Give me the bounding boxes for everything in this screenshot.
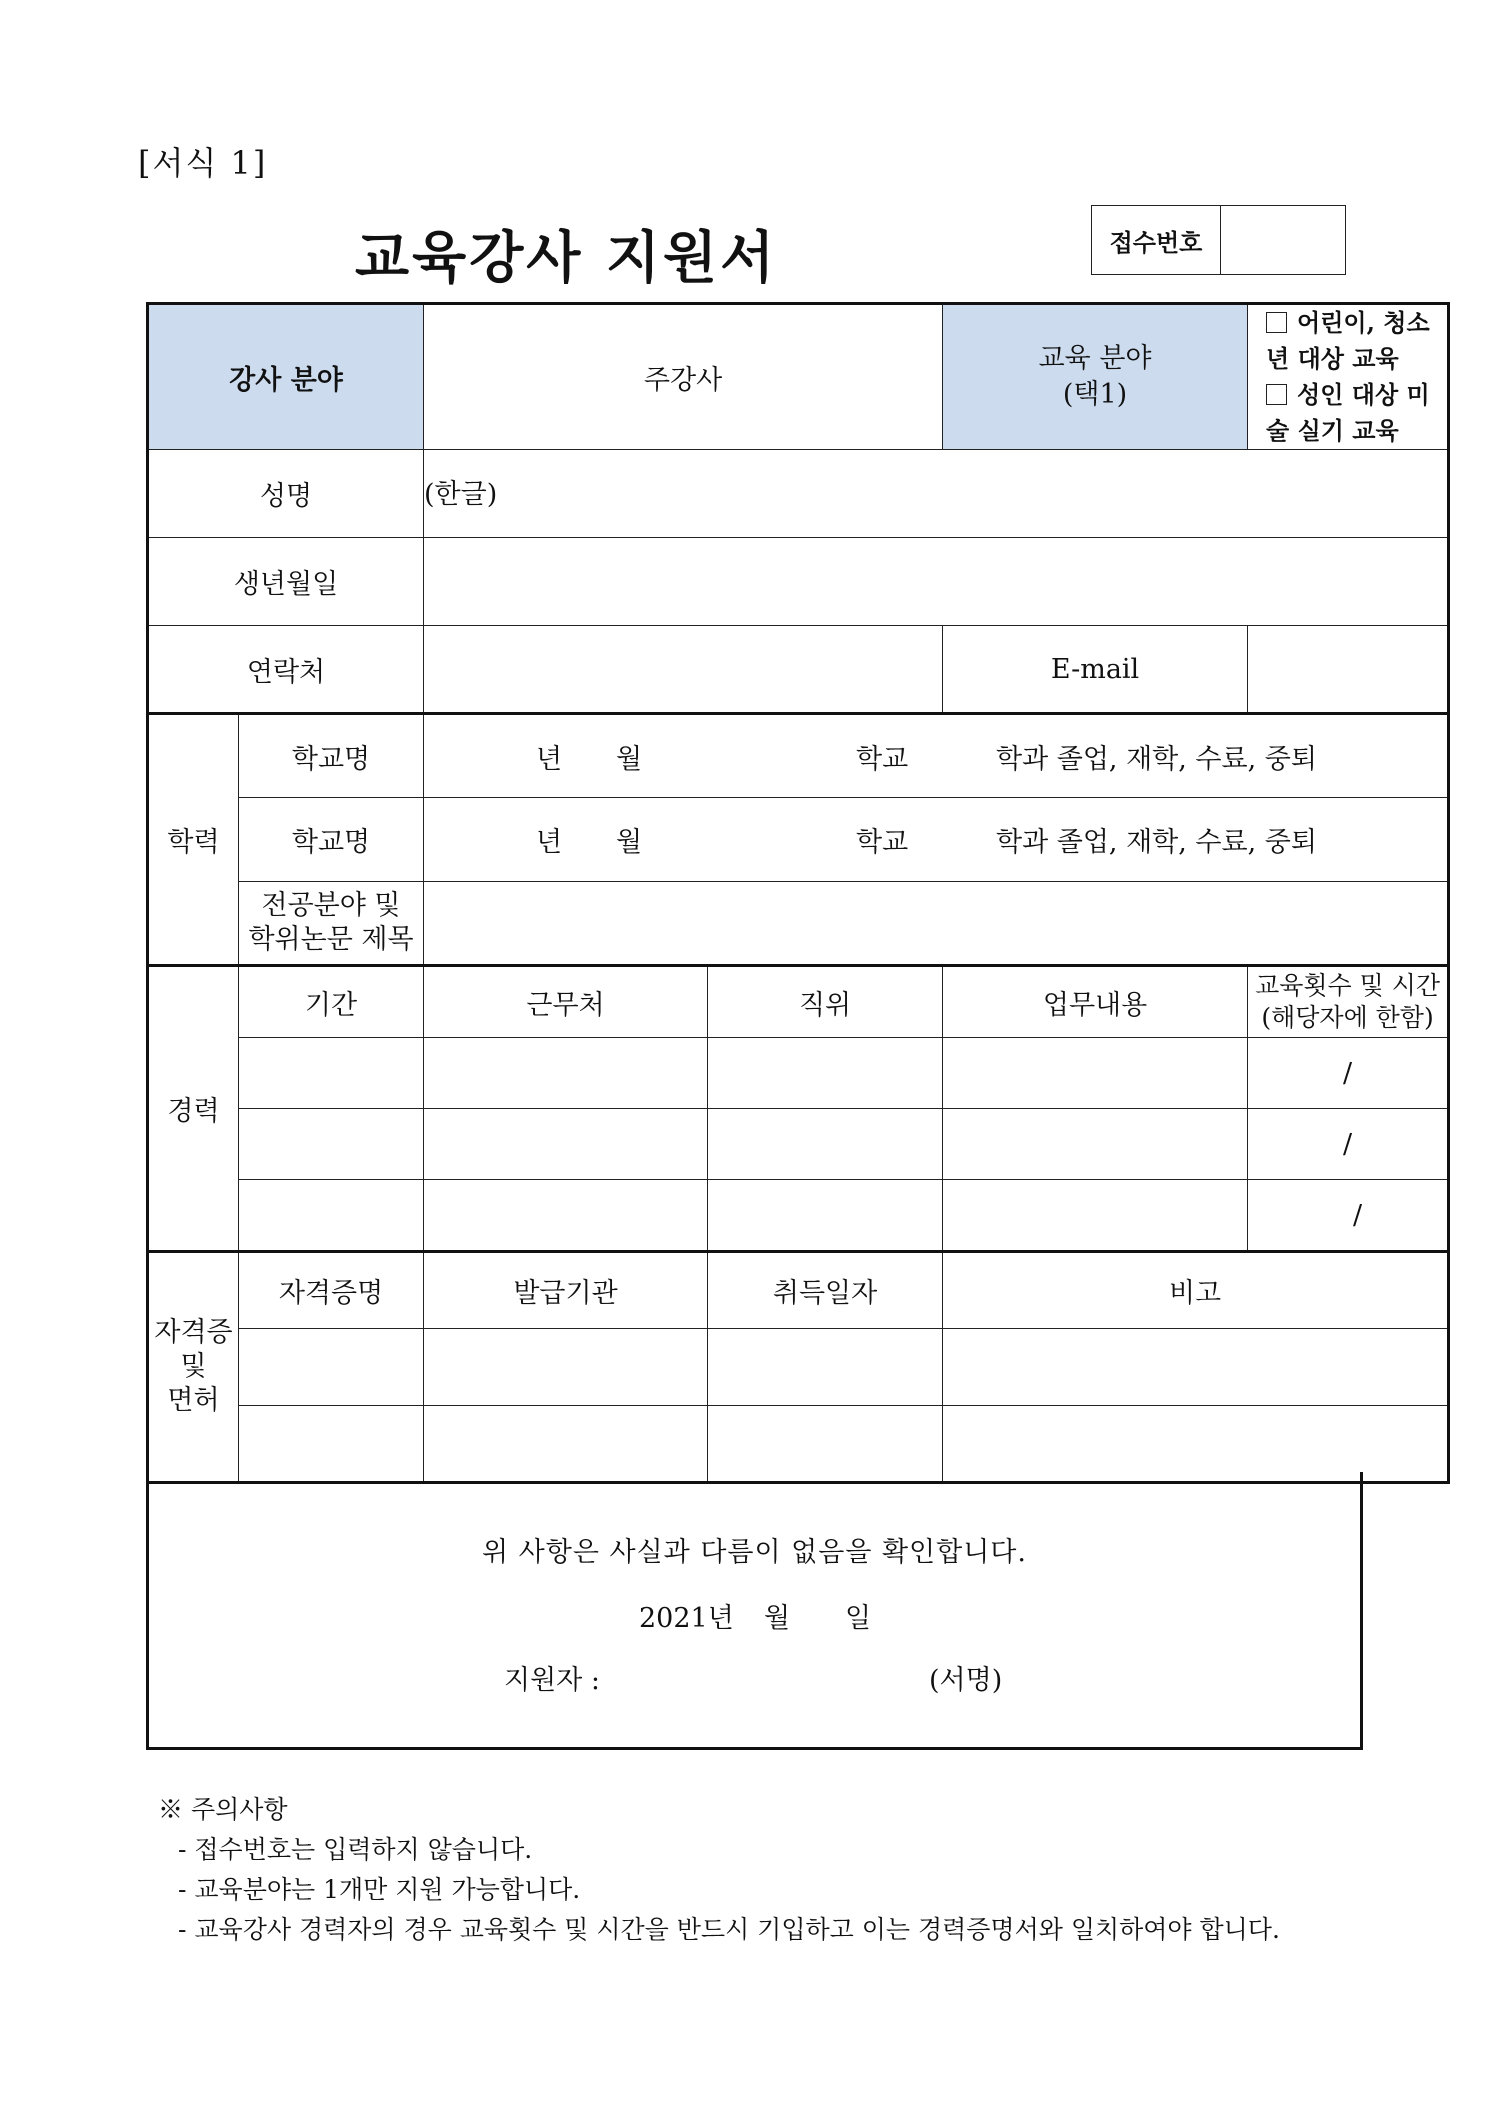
license-col-issuer: 발급기관	[424, 1252, 708, 1329]
name-field[interactable]	[424, 450, 1449, 538]
edu-field-options	[1248, 304, 1449, 450]
license-label-line2: 및	[180, 1351, 207, 1382]
license-date-2[interactable]	[708, 1406, 943, 1483]
form-number-label: [서식 1]	[138, 144, 268, 182]
option-youth-label: 어린이, 청소년 대상 교육	[1266, 308, 1430, 373]
instructor-field-value: 주강사	[424, 304, 943, 450]
school-name-2: 학교	[856, 827, 909, 858]
school-label-2: 학교명	[239, 798, 424, 882]
receipt-number-box	[1091, 205, 1346, 275]
career-count-1[interactable]: /	[1342, 1057, 1353, 1089]
career-duties-count-3	[943, 1180, 1449, 1252]
career-duties-count-header	[943, 966, 1449, 1038]
edu-field-label-line1: 교육 분야	[1038, 343, 1152, 374]
school-year-2: 년	[536, 827, 563, 858]
confirmation-statement: 위 사항은 사실과 다름이 없음을 확인합니다.	[482, 1537, 1027, 1568]
application-form-table	[146, 302, 1450, 1484]
notes-heading: ※ 주의사항	[158, 1795, 288, 1824]
option-adult[interactable]	[1266, 377, 1447, 449]
option-adult-label: 성인 대상 미술 실기 교육	[1266, 380, 1430, 445]
career-workplace-2[interactable]	[424, 1109, 708, 1180]
school-row-2[interactable]	[424, 798, 1449, 882]
major-field[interactable]	[424, 882, 1449, 966]
note-item-1: - 접수번호는 입력하지 않습니다.	[178, 1835, 533, 1864]
license-note-2[interactable]	[943, 1406, 1449, 1483]
contact-field[interactable]	[424, 626, 943, 714]
license-section-label	[148, 1252, 239, 1483]
career-col-period: 기간	[239, 966, 424, 1038]
license-label-line1: 자격증	[154, 1317, 233, 1348]
major-label-line1: 전공분야 및	[261, 890, 401, 921]
career-col-position: 직위	[708, 966, 943, 1038]
license-issuer-1[interactable]	[424, 1329, 708, 1406]
note-item-2: - 교육분야는 1개만 지원 가능합니다.	[178, 1875, 581, 1904]
career-workplace-3[interactable]	[424, 1180, 708, 1252]
birth-field[interactable]	[424, 538, 1449, 626]
school-label-1: 학교명	[239, 714, 424, 798]
edu-field-label	[943, 304, 1248, 450]
note-item-3: - 교육강사 경력자의 경우 교육횟수 및 시간을 반드시 기입하고 이는 경력증명서와 일치하여야 합니다.	[178, 1915, 1280, 1944]
confirmation-section	[146, 1472, 1363, 1750]
career-count-2[interactable]: /	[1342, 1128, 1353, 1160]
page-title: 교육강사 지원서	[355, 226, 778, 291]
signature-label[interactable]: (서명)	[929, 1665, 1003, 1696]
career-period-2[interactable]	[239, 1109, 424, 1180]
checkbox-adult[interactable]	[1266, 384, 1287, 405]
school-month-2: 월	[616, 827, 643, 858]
career-count-3[interactable]: /	[1352, 1199, 1363, 1231]
contact-label: 연락처	[148, 626, 424, 714]
school-month-1: 월	[616, 743, 643, 775]
instructor-field-label: 강사 분야	[148, 304, 424, 450]
career-col-count-line1: 교육횟수 및 시간	[1255, 971, 1441, 1000]
career-col-count	[1248, 967, 1447, 1037]
receipt-number-field[interactable]	[1221, 206, 1345, 274]
school-name-1: 학교	[856, 743, 909, 775]
confirm-month: 월	[764, 1603, 791, 1634]
license-label-line3: 면허	[167, 1385, 220, 1416]
receipt-number-label: 접수번호	[1092, 206, 1221, 274]
career-position-1[interactable]	[708, 1038, 943, 1109]
email-label: E-mail	[943, 626, 1248, 714]
confirm-year: 2021년	[639, 1603, 734, 1634]
school-status-1: 학과 졸업, 재학, 수료, 중퇴	[996, 743, 1317, 775]
career-col-count-line2: (해당자에 한함)	[1261, 1003, 1434, 1032]
major-label	[239, 882, 424, 966]
birth-label: 생년월일	[148, 538, 424, 626]
school-row-1[interactable]	[424, 714, 1449, 798]
career-duties-2[interactable]	[943, 1109, 1248, 1179]
notes-section	[158, 1790, 1280, 1950]
career-duties-1[interactable]	[943, 1038, 1248, 1108]
career-position-3[interactable]	[708, 1180, 943, 1252]
career-workplace-1[interactable]	[424, 1038, 708, 1109]
license-note-1[interactable]	[943, 1329, 1449, 1406]
career-period-3[interactable]	[239, 1180, 424, 1252]
license-issuer-2[interactable]	[424, 1406, 708, 1483]
license-col-note: 비고	[943, 1252, 1449, 1329]
career-duties-count-1	[943, 1038, 1449, 1109]
checkbox-youth[interactable]	[1266, 312, 1287, 333]
license-name-2[interactable]	[239, 1406, 424, 1483]
license-col-name: 자격증명	[239, 1252, 424, 1329]
major-label-line2: 학위논문 제목	[248, 924, 414, 955]
career-col-duties: 업무내용	[943, 967, 1248, 1037]
edu-field-label-line2: (택1)	[1062, 379, 1128, 410]
email-field[interactable]	[1248, 626, 1449, 714]
career-section-label: 경력	[148, 966, 239, 1252]
career-duties-count-2	[943, 1109, 1449, 1180]
applicant-label: 지원자 :	[504, 1665, 600, 1696]
school-status-2: 학과 졸업, 재학, 수료, 중퇴	[996, 827, 1317, 858]
confirm-day: 일	[845, 1603, 872, 1634]
career-position-2[interactable]	[708, 1109, 943, 1180]
education-section-label: 학력	[148, 714, 239, 966]
name-label: 성명	[148, 450, 424, 538]
license-date-1[interactable]	[708, 1329, 943, 1406]
career-duties-3[interactable]	[943, 1180, 1248, 1250]
license-col-date: 취득일자	[708, 1252, 943, 1329]
career-period-1[interactable]	[239, 1038, 424, 1109]
license-name-1[interactable]	[239, 1329, 424, 1406]
name-hint: (한글)	[424, 479, 498, 510]
career-col-workplace: 근무처	[424, 966, 708, 1038]
option-youth[interactable]	[1266, 305, 1447, 377]
school-year-1: 년	[536, 743, 563, 775]
